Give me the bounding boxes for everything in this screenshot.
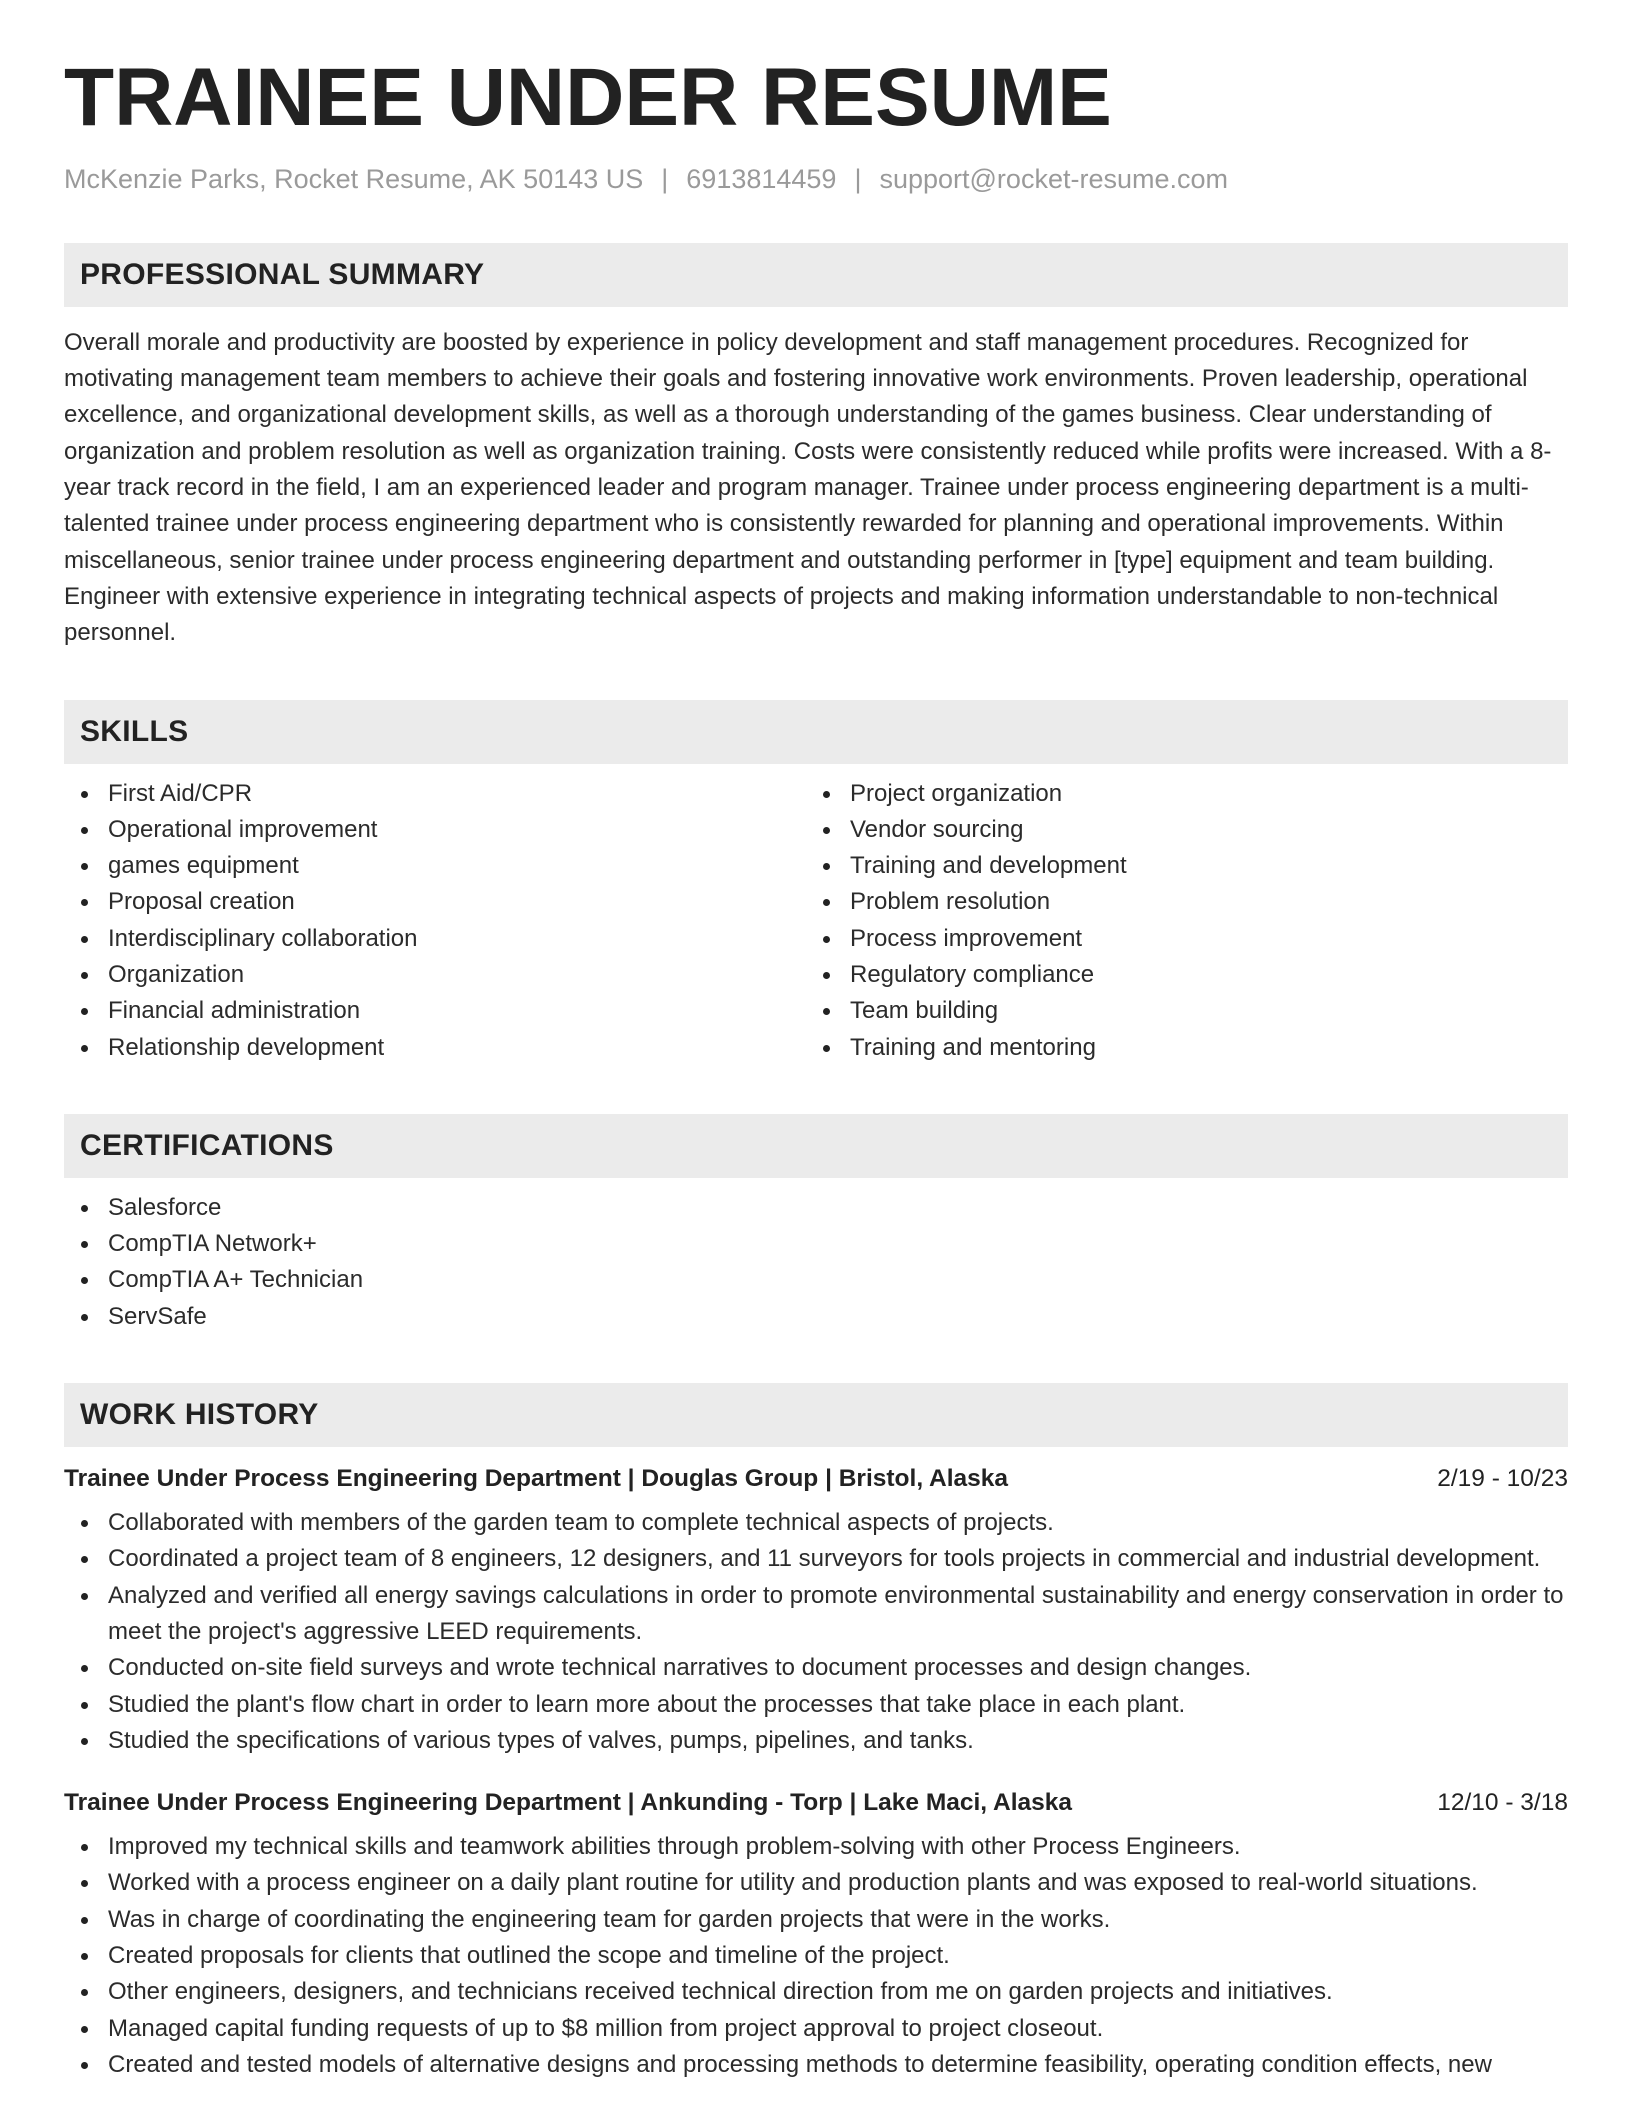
section-heading-summary: PROFESSIONAL SUMMARY	[64, 243, 1568, 307]
job-duty-item: Coordinated a project team of 8 engineers, 12 designers, and 11 surveyors for tools projects in commercial and industrial development.	[64, 1541, 1568, 1577]
resume-title: TRAINEE UNDER RESUME	[64, 52, 1112, 143]
job-duty-item: Was in charge of coordinating the engineering team for garden projects that were in the works.	[64, 1902, 1568, 1938]
skills-column-right	[806, 776, 1548, 1066]
contact-separator: |	[854, 163, 862, 194]
section-heading-skills: SKILLS	[64, 700, 1568, 764]
job-duty-item: Managed capital funding requests of up to $8 million from project approval to project closeout.	[64, 2011, 1568, 2047]
contact-address: McKenzie Parks, Rocket Resume, AK 50143 US	[64, 163, 644, 194]
job-title: Trainee Under Process Engineering Department | Ankunding - Torp | Lake Maci, Alaska	[64, 1789, 1073, 1817]
skill-item: Operational improvement	[64, 812, 806, 848]
skill-item: Training and development	[806, 848, 1548, 884]
job-dates: 12/10 - 3/18	[1437, 1789, 1568, 1817]
certification-item: CompTIA A+ Technician	[64, 1262, 1568, 1298]
job-duty-item: Studied the plant's flow chart in order to learn more about the processes that take place in each plant.	[64, 1687, 1568, 1723]
section-heading-certifications: CERTIFICATIONS	[64, 1114, 1568, 1178]
skill-item: Vendor sourcing	[806, 812, 1548, 848]
contact-separator: |	[661, 163, 669, 194]
certification-item: ServSafe	[64, 1299, 1568, 1335]
contact-line	[64, 164, 1568, 195]
job-duty-item: Other engineers, designers, and technicians received technical direction from me on garden projects and initiatives.	[64, 1974, 1568, 2010]
skill-item: First Aid/CPR	[64, 776, 806, 812]
job-title: Trainee Under Process Engineering Department | Douglas Group | Bristol, Alaska	[64, 1465, 1009, 1493]
skill-item: Financial administration	[64, 993, 806, 1029]
skill-item: Training and mentoring	[806, 1030, 1548, 1066]
job-duty-item: Collaborated with members of the garden team to complete technical aspects of projects.	[64, 1505, 1568, 1541]
job-duties-list	[64, 1829, 1568, 2083]
certifications-list	[64, 1190, 1568, 1335]
skill-item: Relationship development	[64, 1030, 806, 1066]
job-duty-item: Created and tested models of alternative designs and processing methods to determine feasibility, operating condition effects, new	[64, 2047, 1568, 2083]
job-duties-list	[64, 1505, 1568, 1759]
skills-column-left	[64, 776, 806, 1066]
job-duty-item: Analyzed and verified all energy savings calculations in order to promote environmental sustainability and energy conservation in order to meet the project's aggressive LEED requirements.	[64, 1578, 1568, 1651]
job-header	[64, 1789, 1568, 1817]
job-duty-item: Worked with a process engineer on a daily plant routine for utility and production plants and was exposed to real-world situations.	[64, 1865, 1568, 1901]
skill-item: Interdisciplinary collaboration	[64, 921, 806, 957]
summary-text: Overall morale and productivity are boosted by experience in policy development and staff management procedures. Recognized for motivating management team members to achieve their goals and fostering innovative work environments. Proven leadership, operational excellence, and organizational development skills, as well as a thorough understanding of the games business. Clear understanding of organization and problem resolution as well as organization training. Costs were consistently reduced while profits were increased. With a 8-year track record in the field, I am an experienced leader and program manager. Trainee under process engineering department is a multi-talented trainee under process engineering department who is consistently rewarded for planning and operational improvements. Within miscellaneous, senior trainee under process engineering department and outstanding performer in [type] equipment and team building. Engineer with extensive experience in integrating technical aspects of projects and making information understandable to non-technical personnel.	[64, 328, 1552, 647]
job-duty-item: Studied the specifications of various types of valves, pumps, pipelines, and tanks.	[64, 1723, 1568, 1759]
skill-item: Problem resolution	[806, 884, 1548, 920]
job-duty-item: Improved my technical skills and teamwork abilities through problem-solving with other Process Engineers.	[64, 1829, 1568, 1865]
job-dates: 2/19 - 10/23	[1437, 1465, 1568, 1493]
job-duty-item: Conducted on-site field surveys and wrote technical narratives to document processes and design changes.	[64, 1650, 1568, 1686]
certification-item: CompTIA Network+	[64, 1226, 1568, 1262]
skill-item: games equipment	[64, 848, 806, 884]
skill-item: Proposal creation	[64, 884, 806, 920]
skill-item: Team building	[806, 993, 1548, 1029]
skill-item: Process improvement	[806, 921, 1548, 957]
skill-item: Organization	[64, 957, 806, 993]
contact-email: support@rocket-resume.com	[879, 163, 1228, 194]
contact-phone: 6913814459	[686, 163, 837, 194]
certification-item: Salesforce	[64, 1190, 1568, 1226]
skills-list	[64, 776, 1568, 1066]
skill-item: Project organization	[806, 776, 1548, 812]
job-header	[64, 1465, 1568, 1493]
job-duty-item: Created proposals for clients that outlined the scope and timeline of the project.	[64, 1938, 1568, 1974]
skill-item: Regulatory compliance	[806, 957, 1548, 993]
section-heading-work-history: WORK HISTORY	[64, 1383, 1568, 1447]
